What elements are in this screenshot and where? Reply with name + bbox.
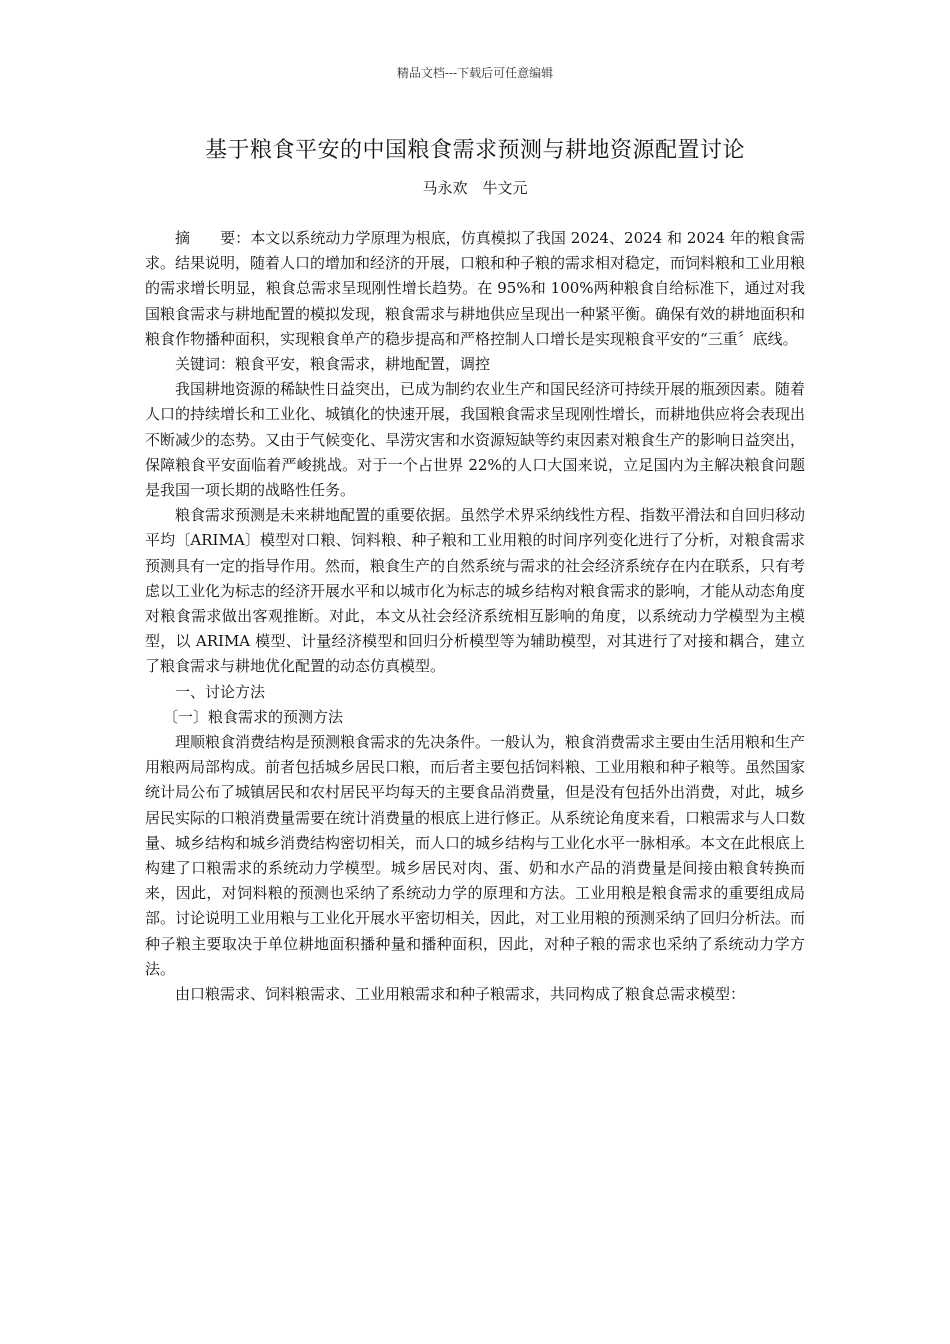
keywords-text: 粮食平安，粮食需求，耕地配置，调控 xyxy=(235,355,491,374)
subsection-heading-demand: 〔一〕粮食需求的预测方法 xyxy=(163,707,344,726)
abstract xyxy=(145,226,805,352)
abstract-label: 摘 要： xyxy=(175,229,251,247)
paper-authors: 马永欢 牛文元 xyxy=(422,179,528,197)
header-note: 精品文档---下载后可任意编辑 xyxy=(396,66,554,80)
section-heading-methods: 一、讨论方法 xyxy=(175,682,266,701)
paragraph-methods-1: 理顺粮食消费结构是预测粮食需求的先决条件。一般认为，粮食消费需求主要由生活用粮和生产用粮两局部构成。前者包括城乡居民口粮，而后者主要包括饲料粮、工业用粮和种子粮等。虽然国家统计局公布了城镇居民和农村居民平均每天的主要食品消费量，但是没有包括外出消费，对此，城乡居民实际的口粮消费量需要在统计消费量的根底上进行修正。从系统论角度来看，口粮需求与人口数量、城乡结构和城乡消费结构密切相关，而人口的城乡结构与工业化水平一脉相承。本文在此根底上构建了口粮需求的系统动力学模型。城乡居民对肉、蛋、奶和水产品的消费量是间接由粮食转换而来，因此，对饲料粮的预测也采纳了系统动力学的原理和方法。工业用粮是粮食需求的重要组成局部。讨论说明工业用粮与工业化开展水平密切相关，因此，对工业用粮的预测采纳了回归分析法。而种子粮主要取决于单位耕地面积播种量和播种面积，因此，对种子粮的需求也采纳了系统动力学方法。 xyxy=(145,733,806,978)
paper-body xyxy=(145,226,805,1007)
paper-title: 基于粮食平安的中国粮食需求预测与耕地资源配置讨论 xyxy=(204,138,745,163)
paragraph-methods-2: 由口粮需求、饲料粮需求、工业用粮需求和种子粮需求，共同构成了粮食总需求模型： xyxy=(175,985,746,1004)
keywords xyxy=(145,352,805,377)
abstract-text: 本文以系统动力学原理为根底，仿真模拟了我国 2024、2024 和 2024 年的粮食需求。结果说明，随着人口的增加和经济的开展，口粮和种子粮的需求相对稳定，而饲料粮和工业用粮的需求增长明显，粮食总需求呈现刚性增长趋势。在 95%和 100%两种粮食自给标准下，通过对我国粮食需求与耕地配置的模拟发现，粮食需求与耕地供应呈现出一种紧平衡。确保有效的耕地面积和粮食作物播种面积，实现粮食单产的稳步提高和严格控制人口增长是实现粮食平安的“三重〞底线。 xyxy=(145,229,806,348)
keywords-label: 关键词： xyxy=(175,355,236,374)
paragraph-intro-2: 粮食需求预测是未来耕地配置的重要依据。虽然学术界采纳线性方程、指数平滑法和自回归移动平均〔ARIMA〕模型对口粮、饲料粮、种子粮和工业用粮的时间序列变化进行了分析，对粮食需求预测具有一定的指导作用。然而，粮食生产的自然系统与需求的社会经济系统存在内在联系，只有考虑以工业化为标志的经济开展水平和以城市化为标志的城乡结构对粮食需求的影响，才能从动态角度对粮食需求做出客观推断。对此，本文从社会经济系统相互影响的角度，以系统动力学模型为主模型，以 ARIMA 模型、计量经济模型和回归分析模型等为辅助模型，对其进行了对接和耦合，建立了粮食需求与耕地优化配置的动态仿真模型。 xyxy=(145,506,806,676)
paragraph-intro-1: 我国耕地资源的稀缺性日益突出，已成为制约农业生产和国民经济可持续开展的瓶颈因素。随着人口的持续增长和工业化、城镇化的快速开展，我国粮食需求呈现刚性增长，而耕地供应将会表现出不断减少的态势。又由于气候变化、旱涝灾害和水资源短缺等约束因素对粮食生产的影响日益突出，保障粮食平安面临着严峻挑战。对于一个占世界 22%的人口大国来说，立足国内为主解决粮食问题是我国一项长期的战略性任务。 xyxy=(145,380,806,500)
